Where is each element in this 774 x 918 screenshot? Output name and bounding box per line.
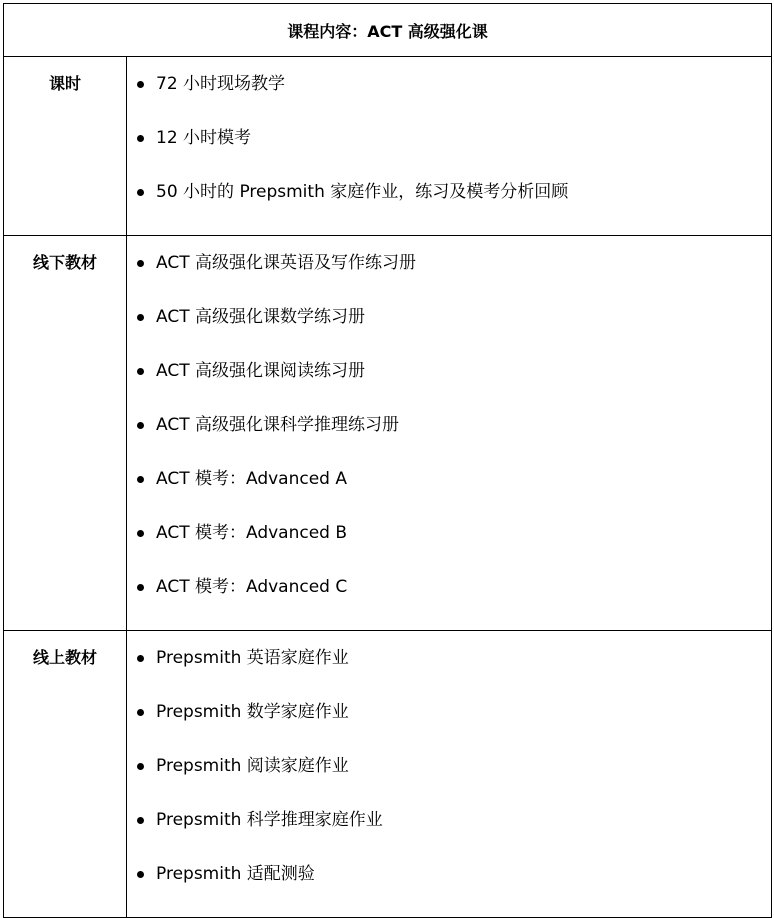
list-item: Prepsmith 阅读家庭作业 <box>127 755 771 809</box>
list-item: Prepsmith 科学推理家庭作业 <box>127 809 771 863</box>
course-content-table <box>3 3 772 918</box>
row-label-hours: 课时 <box>4 57 127 236</box>
list-item: ACT 模考：Advanced C <box>127 576 771 630</box>
table-row-hours <box>4 57 772 236</box>
list-item: Prepsmith 英语家庭作业 <box>127 647 771 701</box>
list-item: Prepsmith 适配测验 <box>127 863 771 917</box>
list-item: ACT 模考：Advanced A <box>127 468 771 522</box>
list-item: ACT 高级强化课英语及写作练习册 <box>127 252 771 306</box>
list-item: 12 小时模考 <box>127 127 771 181</box>
row-content-online-materials <box>127 631 772 918</box>
row-content-hours <box>127 57 772 236</box>
table-title: 课程内容：ACT 高级强化课 <box>4 4 772 57</box>
list-item: ACT 高级强化课科学推理练习册 <box>127 414 771 468</box>
list-item: ACT 高级强化课阅读练习册 <box>127 360 771 414</box>
bullet-list <box>127 631 771 917</box>
bullet-list <box>127 57 771 235</box>
list-item: 50 小时的 Prepsmith 家庭作业，练习及模考分析回顾 <box>127 181 771 235</box>
table-row-offline-materials <box>4 236 772 631</box>
row-content-offline-materials <box>127 236 772 631</box>
list-item: Prepsmith 数学家庭作业 <box>127 701 771 755</box>
list-item: ACT 模考：Advanced B <box>127 522 771 576</box>
row-label-online-materials: 线上教材 <box>4 631 127 918</box>
table-row-online-materials <box>4 631 772 918</box>
table-header-row <box>4 4 772 57</box>
row-label-offline-materials: 线下教材 <box>4 236 127 631</box>
bullet-list <box>127 236 771 630</box>
list-item: 72 小时现场教学 <box>127 73 771 127</box>
list-item: ACT 高级强化课数学练习册 <box>127 306 771 360</box>
